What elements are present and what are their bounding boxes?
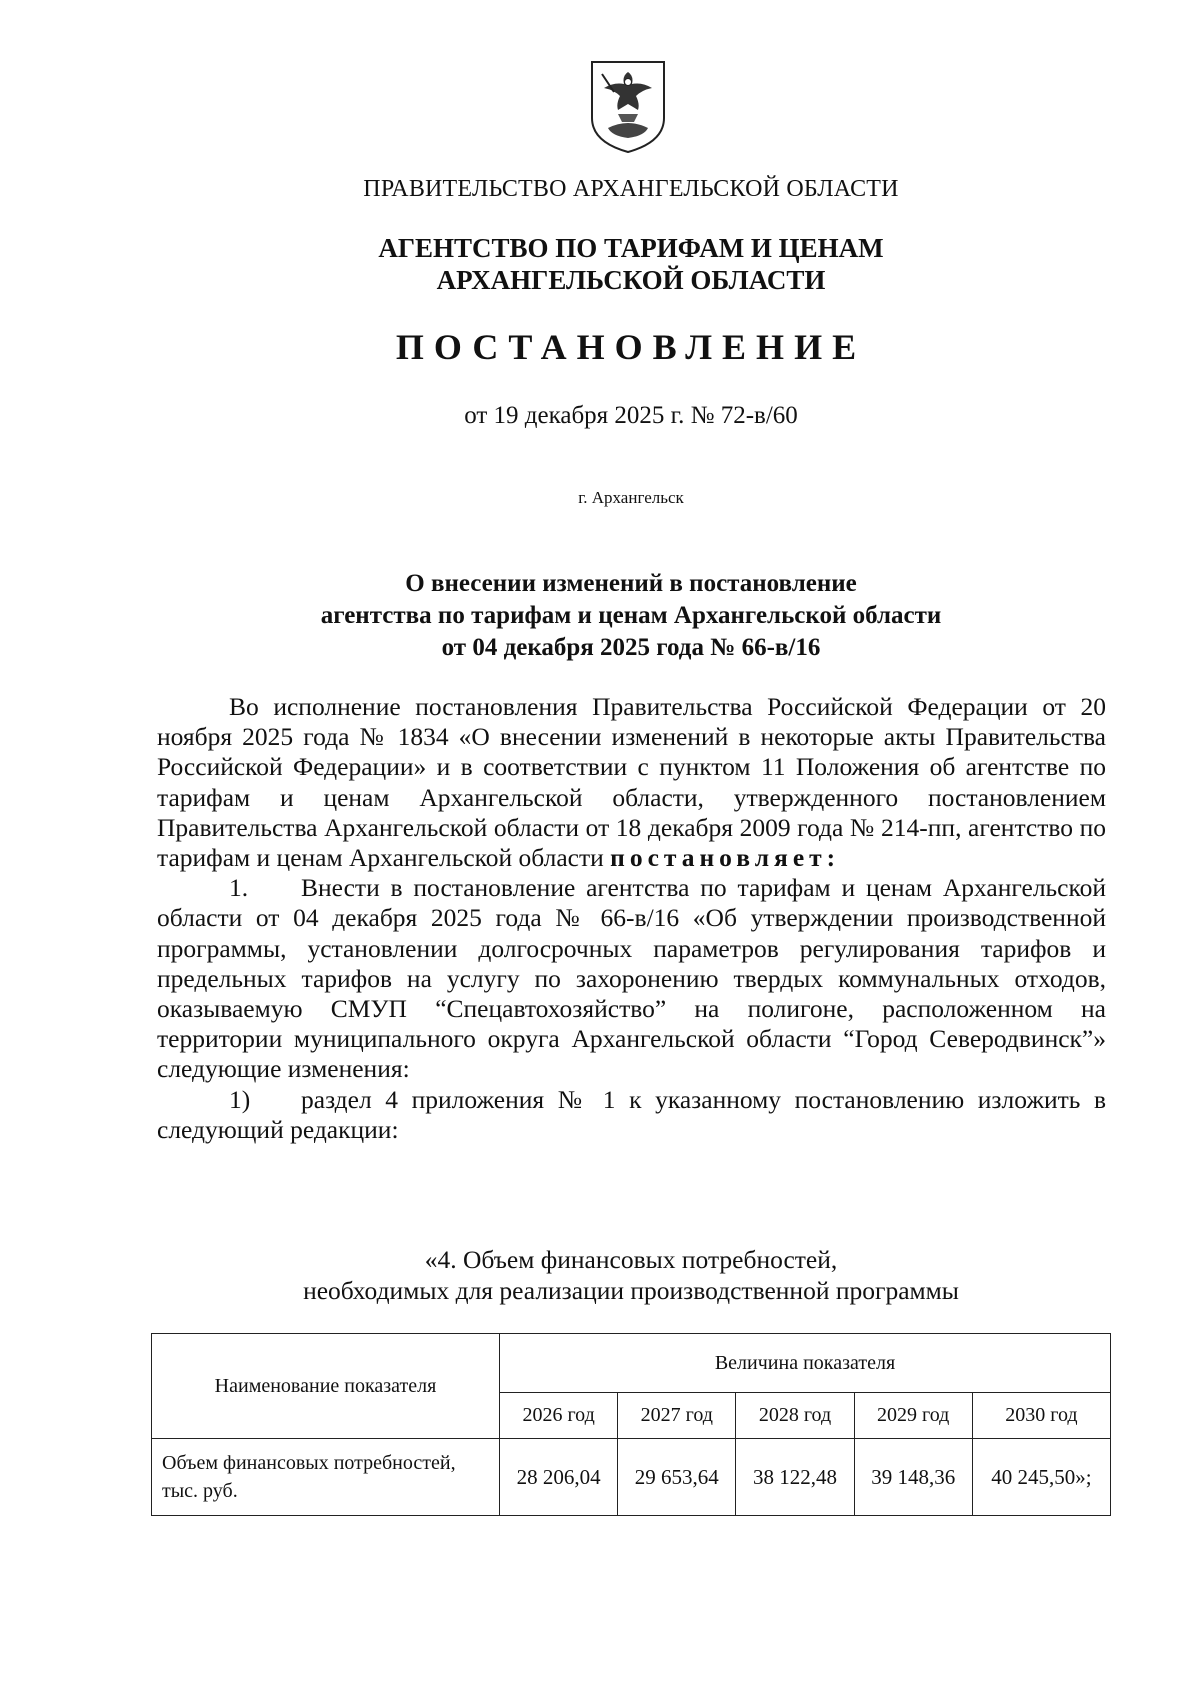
resolves-word: постановляет:	[610, 843, 841, 873]
document-subject	[0, 568, 1200, 664]
subitem-1-number: 1)	[229, 1084, 251, 1114]
agency-name	[0, 232, 1200, 296]
column-header-name: Наименование показателя	[152, 1334, 500, 1439]
year-header: 2030 год	[972, 1393, 1110, 1439]
table-row	[152, 1439, 1111, 1516]
subject-line2: агентства по тарифам и ценам Архангельской области	[320, 602, 942, 629]
coat-of-arms-icon	[588, 58, 668, 154]
subject-line1: О внесении изменений в постановление	[405, 570, 857, 597]
column-group-header: Величина показателя	[500, 1334, 1111, 1393]
year-header: 2028 год	[736, 1393, 854, 1439]
row-label: Объем финансовых потребностей, тыс. руб.	[152, 1439, 500, 1516]
table-cell-value: 28 206,04	[500, 1439, 618, 1516]
financial-needs-table	[151, 1333, 1111, 1516]
document-city: г. Архангельск	[578, 488, 684, 507]
year-header: 2029 год	[854, 1393, 972, 1439]
preamble-text: Во исполнение постановления Правительства Российской Федерации от 20 ноября 2025 года № 1834 «О внесении изменений в некоторые акты Правительства Российской Федерации» и в соответствии с пунктом 11 Положения об агентстве по тарифам и ценам Архангельской области, утвержденного постановлением Правительства Архангельской области от 18 декабря 2009 года № 214-пп, агентство по тарифам и ценам Архангельской области	[157, 692, 1106, 873]
table-cell-value: 29 653,64	[618, 1439, 736, 1516]
government-name: ПРАВИТЕЛЬСТВО АРХАНГЕЛЬСКОЙ ОБЛАСТИ	[363, 176, 899, 202]
document-type: ПОСТАНОВЛЕНИЕ	[395, 327, 867, 367]
item-1-number: 1.	[229, 873, 249, 903]
table-cell-value: 39 148,36	[854, 1439, 972, 1516]
section-title-line1: «4. Объем финансовых потребностей,	[424, 1245, 838, 1274]
document-body	[157, 692, 1106, 1145]
table-cell-value: 40 245,50»;	[972, 1439, 1110, 1516]
year-header: 2026 год	[500, 1393, 618, 1439]
subject-line3: от 04 декабря 2025 года № 66-в/16	[441, 634, 821, 661]
section-title-line2: необходимых для реализации производственной программы	[303, 1276, 959, 1305]
document-date-number: от 19 декабря 2025 г. № 72-в/60	[464, 402, 798, 429]
year-header: 2027 год	[618, 1393, 736, 1439]
agency-name-line1: АГЕНТСТВО ПО ТАРИФАМ И ЦЕНАМ	[378, 233, 884, 263]
preamble-paragraph	[157, 692, 1106, 873]
item-1	[157, 873, 1106, 1084]
table-cell-value: 38 122,48	[736, 1439, 854, 1516]
item-1-text: Внести в постановление агентства по тарифам и ценам Архангельской области от 04 декабря 2025 года № 66-в/16 «Об утверждении производственной программы, установлении долгосрочных параметров регулирования тарифов и предельных тарифов на услугу по захоронению твердых коммунальных отходов, оказываемую СМУП “Спецавтохозяйство” на полигоне, расположенном на территории муниципального округа Архангельской области “Город Северодвинск”» следующие изменения:	[157, 873, 1106, 1084]
section-title	[0, 1244, 1200, 1306]
subitem-1-text: раздел 4 приложения № 1 к указанному постановлению изложить в следующий редакции:	[157, 1084, 1106, 1144]
agency-name-line2: АРХАНГЕЛЬСКОЙ ОБЛАСТИ	[436, 265, 826, 295]
subitem-1	[157, 1085, 1106, 1145]
